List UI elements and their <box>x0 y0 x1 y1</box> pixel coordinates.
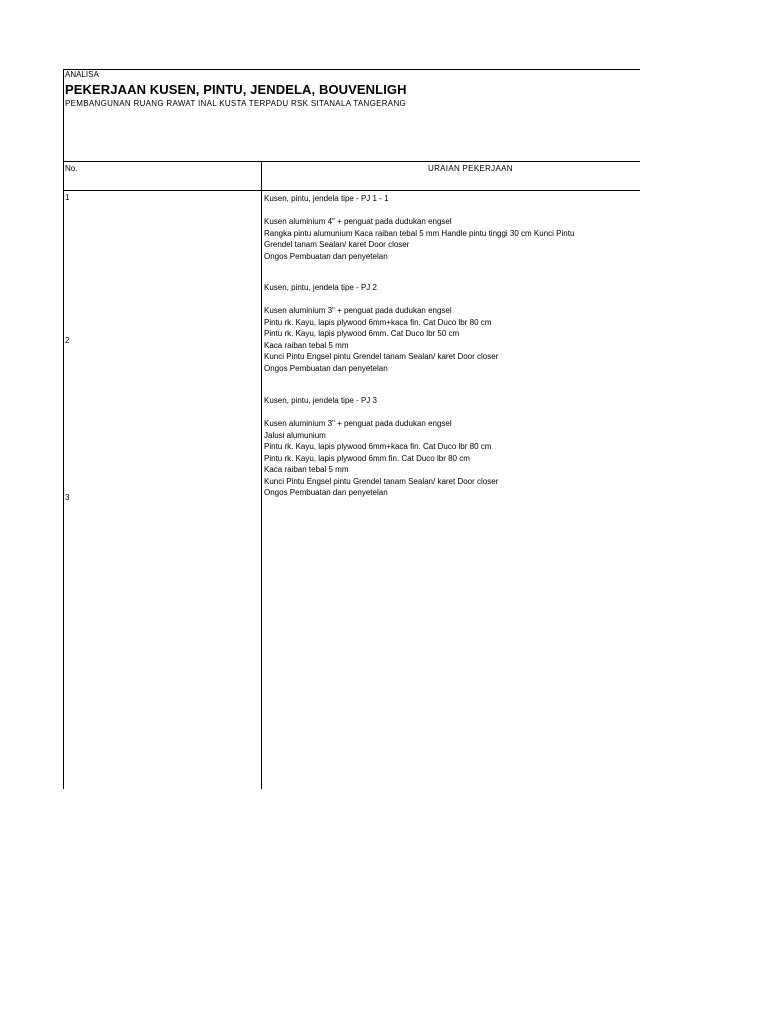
item-line: Kunci Pintu Engsel pintu Grendel tanam Sealan/ karet Door closer <box>264 476 499 486</box>
top-border <box>63 69 640 70</box>
item-line: Grendel tanam Sealan/ karet Door closer <box>264 240 410 249</box>
item-title: Kusen, pintu, jendela tipe - PJ 3 <box>264 396 377 405</box>
project-name: PEMBANGUNAN RUANG RAWAT INAL KUSTA TERPADU RSK SITANALA TANGERANG <box>65 99 407 108</box>
item-line: Ongos Pembuatan dan penyetelan <box>264 251 388 261</box>
column-header-uraian: URAIAN PEKERJAAN <box>428 164 513 173</box>
item-line: Kusen aluminium 3" + penguat pada dudukan engsel <box>264 306 452 315</box>
header-top-border <box>63 161 640 162</box>
left-border <box>63 69 64 789</box>
item-line: Kusen aluminium 3" + penguat pada dudukan engsel <box>264 419 452 428</box>
item-title: Kusen, pintu, jendela tipe - PJ 1 - 1 <box>264 194 389 203</box>
item-description <box>264 193 644 262</box>
item-line: Ongos Pembuatan dan penyetelan <box>264 363 388 373</box>
item-line: Kusen aluminium 4" + penguat pada dudukan engsel <box>264 217 452 226</box>
item-description <box>264 282 644 374</box>
column-divider <box>261 161 262 789</box>
item-line: Ongos Pembuatan dan penyetelan <box>264 488 388 497</box>
item-number: 1 <box>65 193 70 202</box>
item-number: 3 <box>65 493 70 502</box>
header-bottom-border <box>63 190 640 191</box>
item-line: Rangka pintu alumunium Kaca raiban tebal 5 mm Handle pintu tinggi 30 cm Kunci Pintu <box>264 228 575 238</box>
spreadsheet-page <box>63 69 768 789</box>
item-line: Pintu rk. Kayu, lapis plywood 6mm+kaca fin. Cat Duco lbr 80 cm <box>264 317 492 327</box>
column-header-no: No. <box>65 164 78 173</box>
item-line: Jalusi alumunium <box>264 430 326 440</box>
item-line: Pintu rk. Kayu, lapis plywood 6mm fin. Cat Duco lbr 80 cm <box>264 453 470 463</box>
item-line: Pintu rk. Kayu, lapis plywood 6mm+kaca fin. Cat Duco lbr 80 cm <box>264 442 492 451</box>
item-line: Kaca raiban tebal 5 mm <box>264 465 349 474</box>
page-title: PEKERJAAN KUSEN, PINTU, JENDELA, BOUVENLIGH <box>65 82 407 97</box>
item-line: Kunci Pintu Engsel pintu Grendel tanam Sealan/ karet Door closer <box>264 352 499 361</box>
item-title: Kusen, pintu, jendela tipe - PJ 2 <box>264 283 377 292</box>
item-line: Pintu rk. Kayu, lapis plywood 6mm. Cat Duco lbr 50 cm <box>264 329 460 338</box>
item-description <box>264 395 644 499</box>
analisa-label: ANALISA <box>65 70 99 79</box>
item-number: 2 <box>65 336 70 345</box>
item-line: Kaca raiban tebal 5 mm <box>264 340 349 350</box>
